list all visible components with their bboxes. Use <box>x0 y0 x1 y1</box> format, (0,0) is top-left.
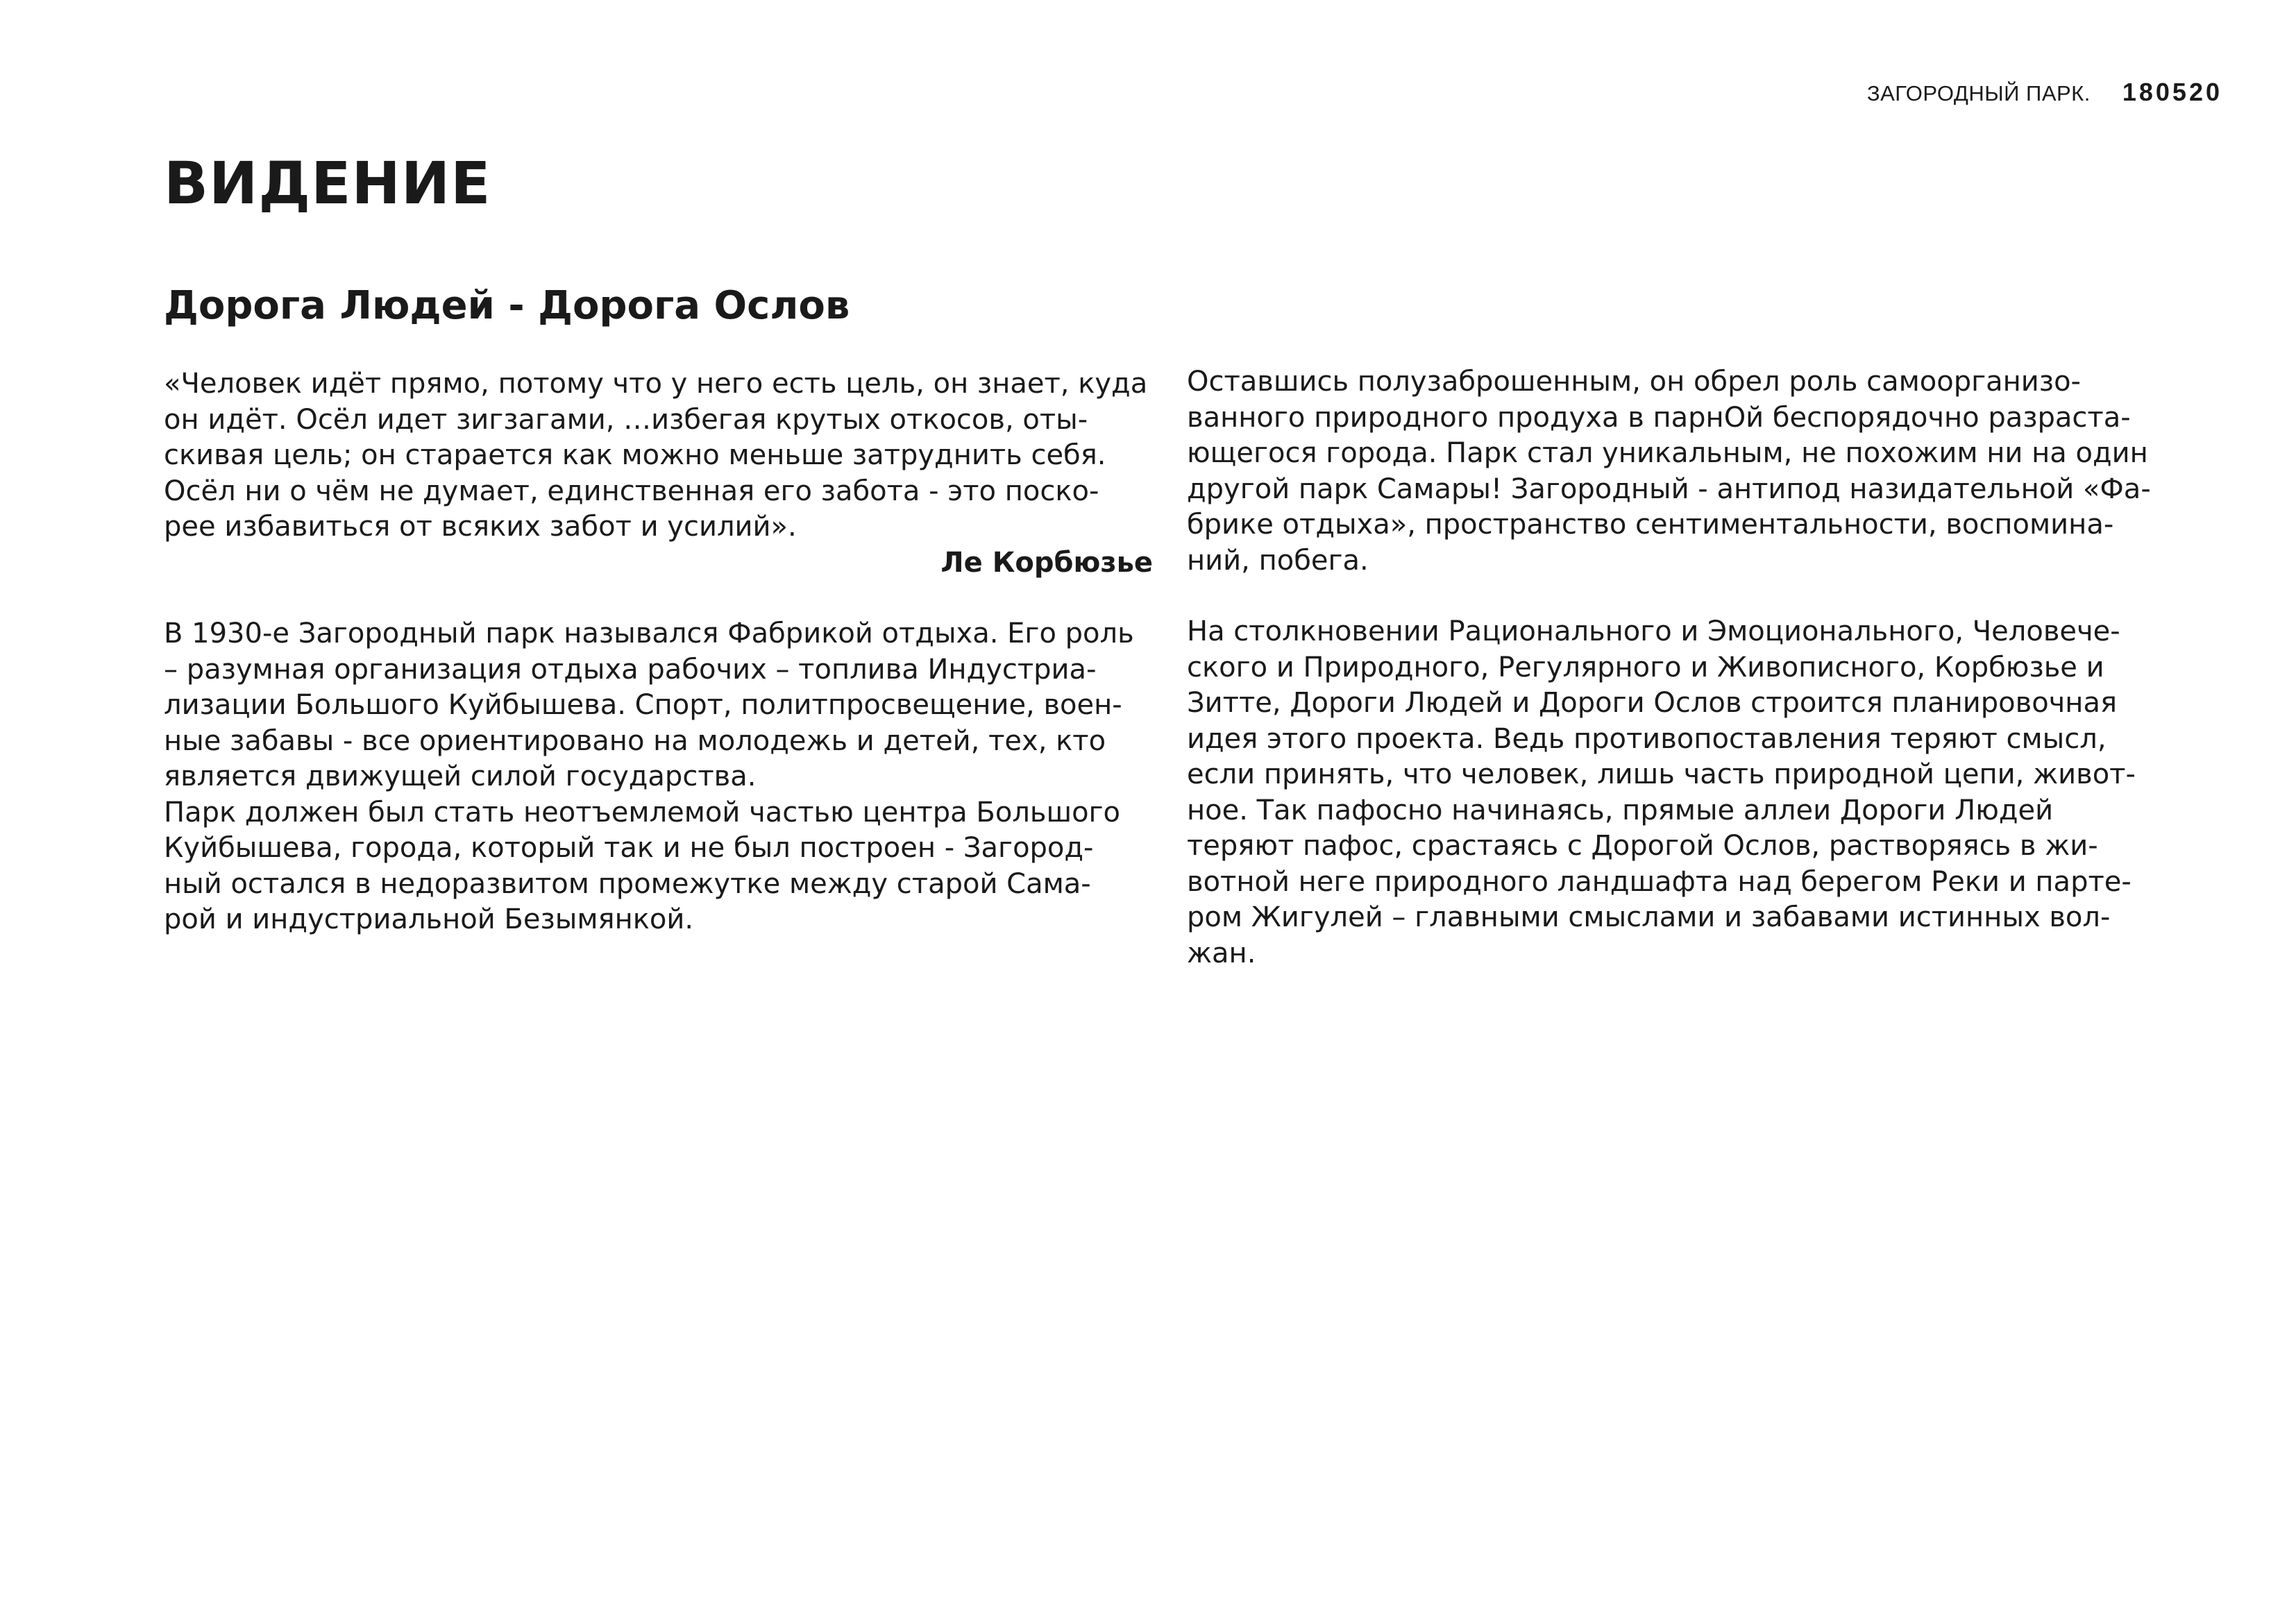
paragraph-line: ского и Природного, Регулярного и Живописного, Корбюзье и <box>1187 651 2104 683</box>
left-column <box>164 366 1153 938</box>
section-subtitle: Дорога Людей - Дорога Ослов <box>164 283 850 328</box>
paragraph-line: рой и индустриальной Безымянкой. <box>164 903 694 935</box>
paragraph-line: ный остался в недоразвитом промежутке между старой Сама- <box>164 867 1091 900</box>
quote-line: «Человек идёт прямо, потому что у него есть цель, он знает, куда <box>164 368 1148 400</box>
paragraph-line: ванного природного продуха в парнОй беспорядочно разраста- <box>1187 401 2131 434</box>
paragraph-line: если принять, что человек, лишь часть природной цепи, живот- <box>1187 758 2136 790</box>
concept-paragraph <box>1187 614 2186 971</box>
page-title: ВИДЕНИЕ <box>164 149 491 217</box>
paragraph-line: – разумная организация отдыха рабочих – топлива Индустриа- <box>164 653 1097 686</box>
quote-line: Осёл ни о чём не думает, единственная его забота - это поско- <box>164 475 1099 507</box>
quote-line: он идёт. Осёл идет зигзагами, …избегая крутых откосов, оты- <box>164 403 1088 436</box>
paragraph-line: ром Жигулей – главными смыслами и забавами истинных вол- <box>1187 901 2111 933</box>
header-code: 180520 <box>2122 78 2222 106</box>
paragraph-line: вотной неге природного ландшафта над берегом Реки и парте- <box>1187 865 2132 898</box>
paragraph-line: На столкновении Рационального и Эмоционального, Человече- <box>1187 615 2120 647</box>
header-title: ЗАГОРОДНЫЙ ПАРК. <box>1866 81 2091 105</box>
paragraph-line: ющегося города. Парк стал уникальным, не похожим ни на один <box>1187 437 2148 469</box>
paragraph-line: другой парк Самары! Загородный - антипод назидательной «Фа- <box>1187 473 2151 505</box>
paragraph-gap <box>1187 579 2186 614</box>
paragraph-line: лизации Большого Куйбышева. Спорт, политпросвещение, воен- <box>164 689 1122 721</box>
paragraph-line: Зитте, Дороги Людей и Дороги Ослов строится планировочная <box>1187 687 2118 719</box>
page-header <box>1867 78 2222 107</box>
paragraph-line: Парк должен был стать неотъемлемой частью центра Большого <box>164 796 1121 829</box>
right-column <box>1187 364 2186 971</box>
quote-line: рее избавиться от всяких забот и усилий». <box>164 511 797 543</box>
paragraph-line: теряют пафос, срастаясь с Дорогой Ослов, растворяясь в жи- <box>1187 830 2098 862</box>
paragraph-line: Куйбышева, города, который так и не был построен - Загород- <box>164 832 1094 864</box>
paragraph-line: является движущей силой государства. <box>164 760 757 792</box>
paragraph-line: ные забавы - все ориентировано на молодежь и детей, тех, кто <box>164 724 1106 757</box>
paragraph-gap <box>164 581 1149 616</box>
paragraph-line: жан. <box>1187 937 1256 969</box>
paragraph-line: брике отдыха», пространство сентиментальности, воспомина- <box>1187 509 2114 541</box>
quote-line: скивая цель; он старается как можно меньше затруднить себя. <box>164 439 1106 471</box>
history-paragraph <box>164 616 1149 938</box>
status-paragraph <box>1187 364 2186 579</box>
quote-block <box>164 366 1153 581</box>
paragraph-line: ное. Так пафосно начинаясь, прямые аллеи Дороги Людей <box>1187 794 2054 826</box>
paragraph-line: идея этого проекта. Ведь противопоставления теряют смысл, <box>1187 722 2107 755</box>
paragraph-line: В 1930-е Загородный парк назывался Фабрикой отдыха. Его роль <box>164 618 1134 649</box>
paragraph-line: ний, побега. <box>1187 544 1369 577</box>
paragraph-line: Оставшись полузаброшенным, он обрел роль самоорганизо- <box>1187 366 2081 398</box>
quote-attribution: Ле Корбюзье <box>940 546 1153 579</box>
